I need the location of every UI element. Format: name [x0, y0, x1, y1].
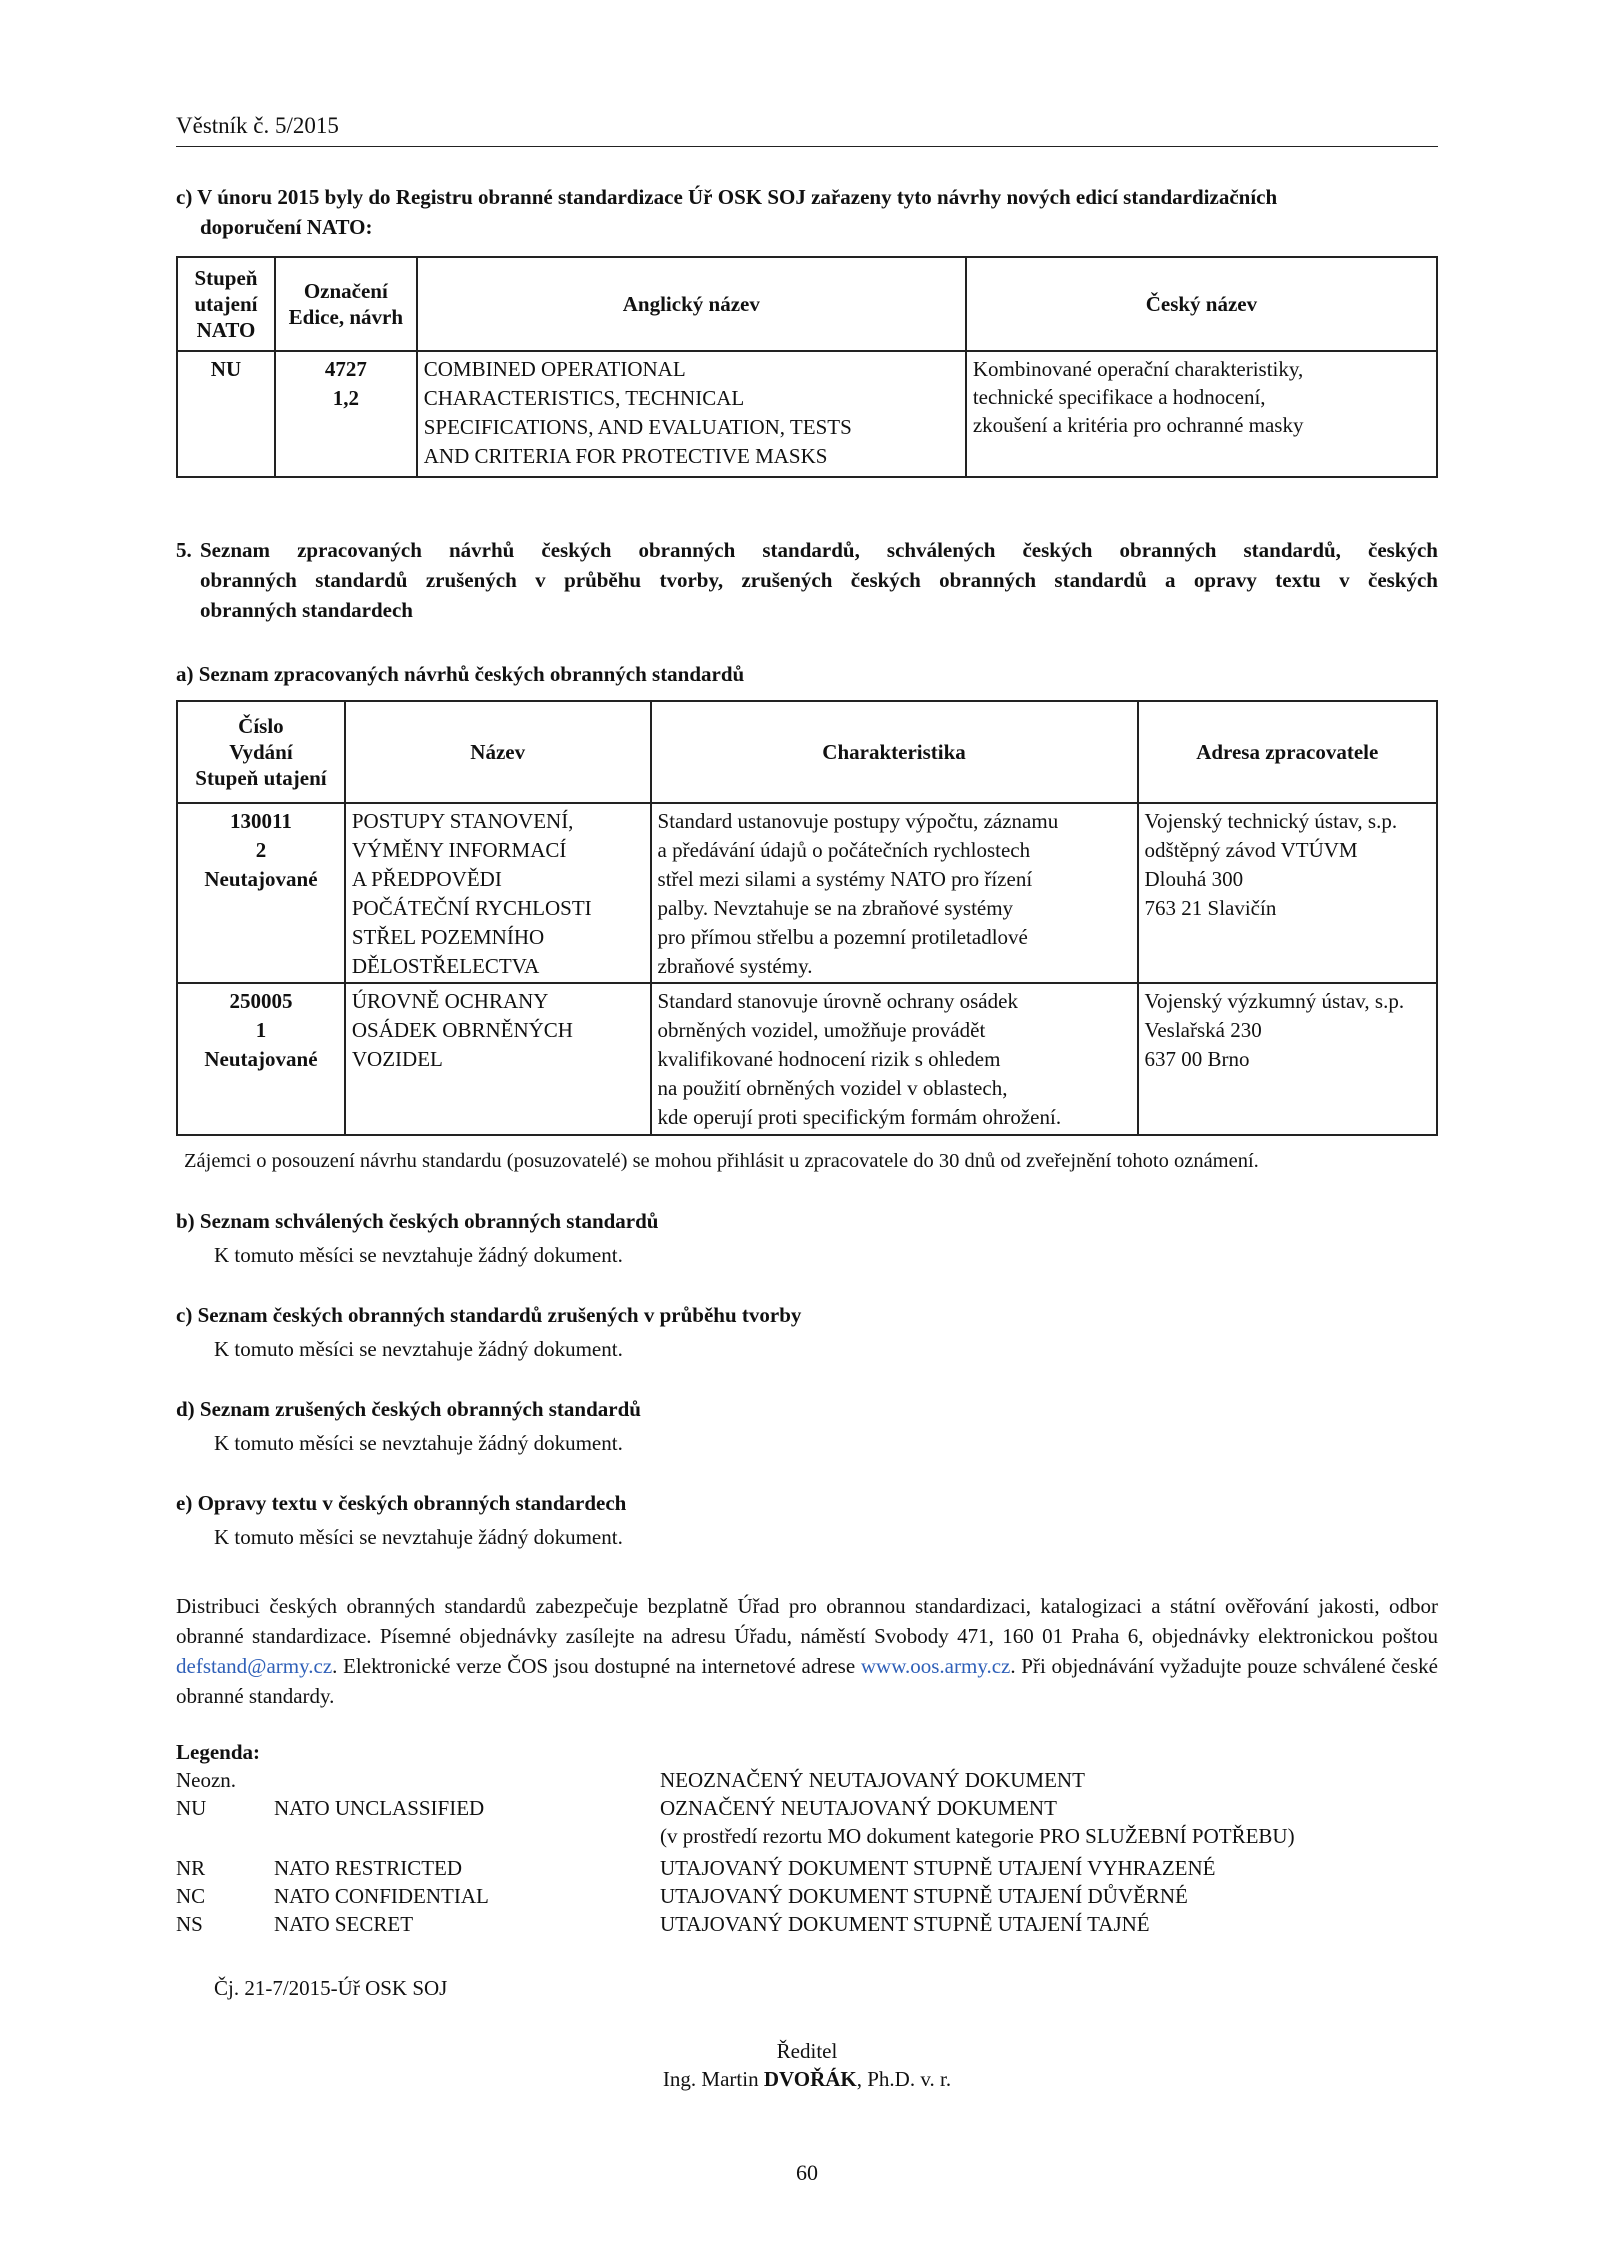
table-header-row: [177, 257, 1437, 351]
cell-address: Vojenský technický ústav, s.p. odštěpný závod VTÚVM Dlouhá 300 763 21 Slavičín: [1138, 803, 1437, 983]
nato-section-title: c) V únoru 2015 byly do Registru obranné standardizace Úř OSK SOJ zařazeny tyto návrhy nových edicí standardizačních doporučení NATO:: [176, 185, 1278, 239]
page-number: 60: [796, 2160, 818, 2185]
cell-characteristics: Standard stanovuje úrovně ochrany osádek obrněných vozidel, umožňuje provádět kvalifikované hodnocení rizik s ohledem na použití obrněných vozidel v oblastech, kde operují proti specifickým formám ohrožení.: [651, 983, 1138, 1135]
legend-row: NS NATO SECRET UTAJOVANÝ DOKUMENT STUPNĚ UTAJENÍ TAJNÉ: [176, 1912, 1150, 1936]
signature-name: Ing. Martin DVOŘÁK, Ph.D. v. r.: [662, 2067, 952, 2091]
section-e-text: K tomuto měsíci se nevztahuje žádný dokument.: [214, 1525, 623, 1549]
col-header-number: Číslo Vydání Stupeň utajení: [177, 701, 345, 803]
section-e-title: e) Opravy textu v českých obranných standardech: [176, 1491, 627, 1515]
distribution-paragraph: Distribuci českých obranných standardů zabezpečuje bezplatně Úřad pro obrannou standardizaci, katalogizaci a státní ověřování jakosti, odbor obranné standardizace. Písemné objednávky zasílejte na adresu Úřadu, náměstí Svobody 471, 160 01 Praha 6, objednávky elektronickou poštou defstand@army.cz. Elektronické verze ČOS jsou dostupné na internetové adrese www.oos.army.cz. Při objednávání vyžadujte pouze schválené české obranné standardy.: [176, 1594, 1438, 1708]
website-link[interactable]: www.oos.army.cz: [860, 1654, 1011, 1678]
header-rule: [176, 146, 1438, 147]
legend-row: NC NATO CONFIDENTIAL UTAJOVANÝ DOKUMENT STUPNĚ UTAJENÍ DŮVĚRNÉ: [176, 1884, 1188, 1908]
cell-name: POSTUPY STANOVENÍ, VÝMĚNY INFORMACÍ A PŘEDPOVĚDI POČÁTEČNÍ RYCHLOSTI STŘEL POZEMNÍHO DĚLOSTŘELECTVA: [345, 803, 651, 983]
cell-id: 250005 1 Neutajované: [177, 983, 345, 1135]
cell-name: ÚROVNĚ OCHRANY OSÁDEK OBRNĚNÝCH VOZIDEL: [345, 983, 651, 1135]
cell-czech-name: Kombinované operační charakteristiky, technické specifikace a hodnocení, zkoušení a kritéria pro ochranné masky: [966, 351, 1437, 477]
legend-row: Neozn. NEOZNAČENÝ NEUTAJOVANÝ DOKUMENT: [176, 1768, 1085, 1792]
col-header-name: Název: [345, 701, 651, 803]
cell-english-name: COMBINED OPERATIONAL CHARACTERISTICS, TECHNICAL SPECIFICATIONS, AND EVALUATION, TESTS AND CRITERIA FOR PROTECTIVE MASKS: [417, 351, 966, 477]
col-header-english-name: Anglický název: [417, 257, 966, 351]
col-header-characteristics: Charakteristika: [651, 701, 1138, 803]
section-5-title: 5. Seznam zpracovaných návrhů českých obranných standardů, schválených českých obranných standardů, českých obranných standardů zrušených v průběhu tvorby, zrušených českých obranných standardů a opravy textu v českých obranných standardech: [176, 538, 1438, 622]
legend-title: Legenda:: [176, 1740, 260, 1764]
section-a-title: a) Seznam zpracovaných návrhů českých obranných standardů: [176, 662, 745, 686]
section-d-text: K tomuto měsíci se nevztahuje žádný dokument.: [214, 1431, 623, 1455]
cell-characteristics: Standard ustanovuje postupy výpočtu, záznamu a předávání údajů o počátečních rychlostech střel mezi silami a systémy NATO pro řízení palby. Nevztahuje se na zbraňové systémy pro přímou střelbu a pozemní protiletadlové zbraňové systémy.: [651, 803, 1138, 983]
table-row: [177, 351, 1437, 477]
running-header: Věstník č. 5/2015: [176, 113, 339, 138]
col-header-level: Stupeň utajení NATO: [177, 257, 275, 351]
reference-number: Čj. 21-7/2015-Úř OSK SOJ: [214, 1976, 448, 2000]
cos-drafts-table: [176, 700, 1438, 1136]
col-header-address: Adresa zpracovatele: [1138, 701, 1437, 803]
nato-drafts-table: [176, 256, 1438, 478]
col-header-designation: Označení Edice, návrh: [275, 257, 417, 351]
document-page: [176, 0, 1438, 2263]
legend-row: (v prostředí rezortu MO dokument kategorie PRO SLUŽEBNÍ POTŘEBU): [660, 1824, 1295, 1848]
section-c-title: c) Seznam českých obranných standardů zrušených v průběhu tvorby: [176, 1303, 802, 1327]
cell-id: 130011 2 Neutajované: [177, 803, 345, 983]
section-c-text: K tomuto měsíci se nevztahuje žádný dokument.: [214, 1337, 623, 1361]
reviewers-note: Zájemci o posouzení návrhu standardu (posuzovatelé) se mohou přihlásit u zpracovatele do 30 dnů od zveřejnění tohoto oznámení.: [184, 1150, 1259, 1172]
legend-row: NR NATO RESTRICTED UTAJOVANÝ DOKUMENT STUPNĚ UTAJENÍ VYHRAZENÉ: [176, 1856, 1216, 1880]
legend-row: NU NATO UNCLASSIFIED OZNAČENÝ NEUTAJOVANÝ DOKUMENT: [176, 1796, 1057, 1820]
section-d-title: d) Seznam zrušených českých obranných standardů: [176, 1397, 641, 1421]
table-row: [177, 983, 1437, 1135]
table-row: [177, 803, 1437, 983]
signature-role: Ředitel: [776, 2039, 838, 2063]
cell-level: NU: [177, 351, 275, 477]
cell-address: Vojenský výzkumný ústav, s.p. Veslařská 230 637 00 Brno: [1138, 983, 1437, 1135]
section-b-title: b) Seznam schválených českých obranných standardů: [176, 1209, 659, 1233]
table-header-row: [177, 701, 1437, 803]
section-b-text: K tomuto měsíci se nevztahuje žádný dokument.: [214, 1243, 623, 1267]
email-link[interactable]: defstand@army.cz: [176, 1654, 333, 1678]
col-header-czech-name: Český název: [966, 257, 1437, 351]
cell-designation: 4727 1,2: [275, 351, 417, 477]
